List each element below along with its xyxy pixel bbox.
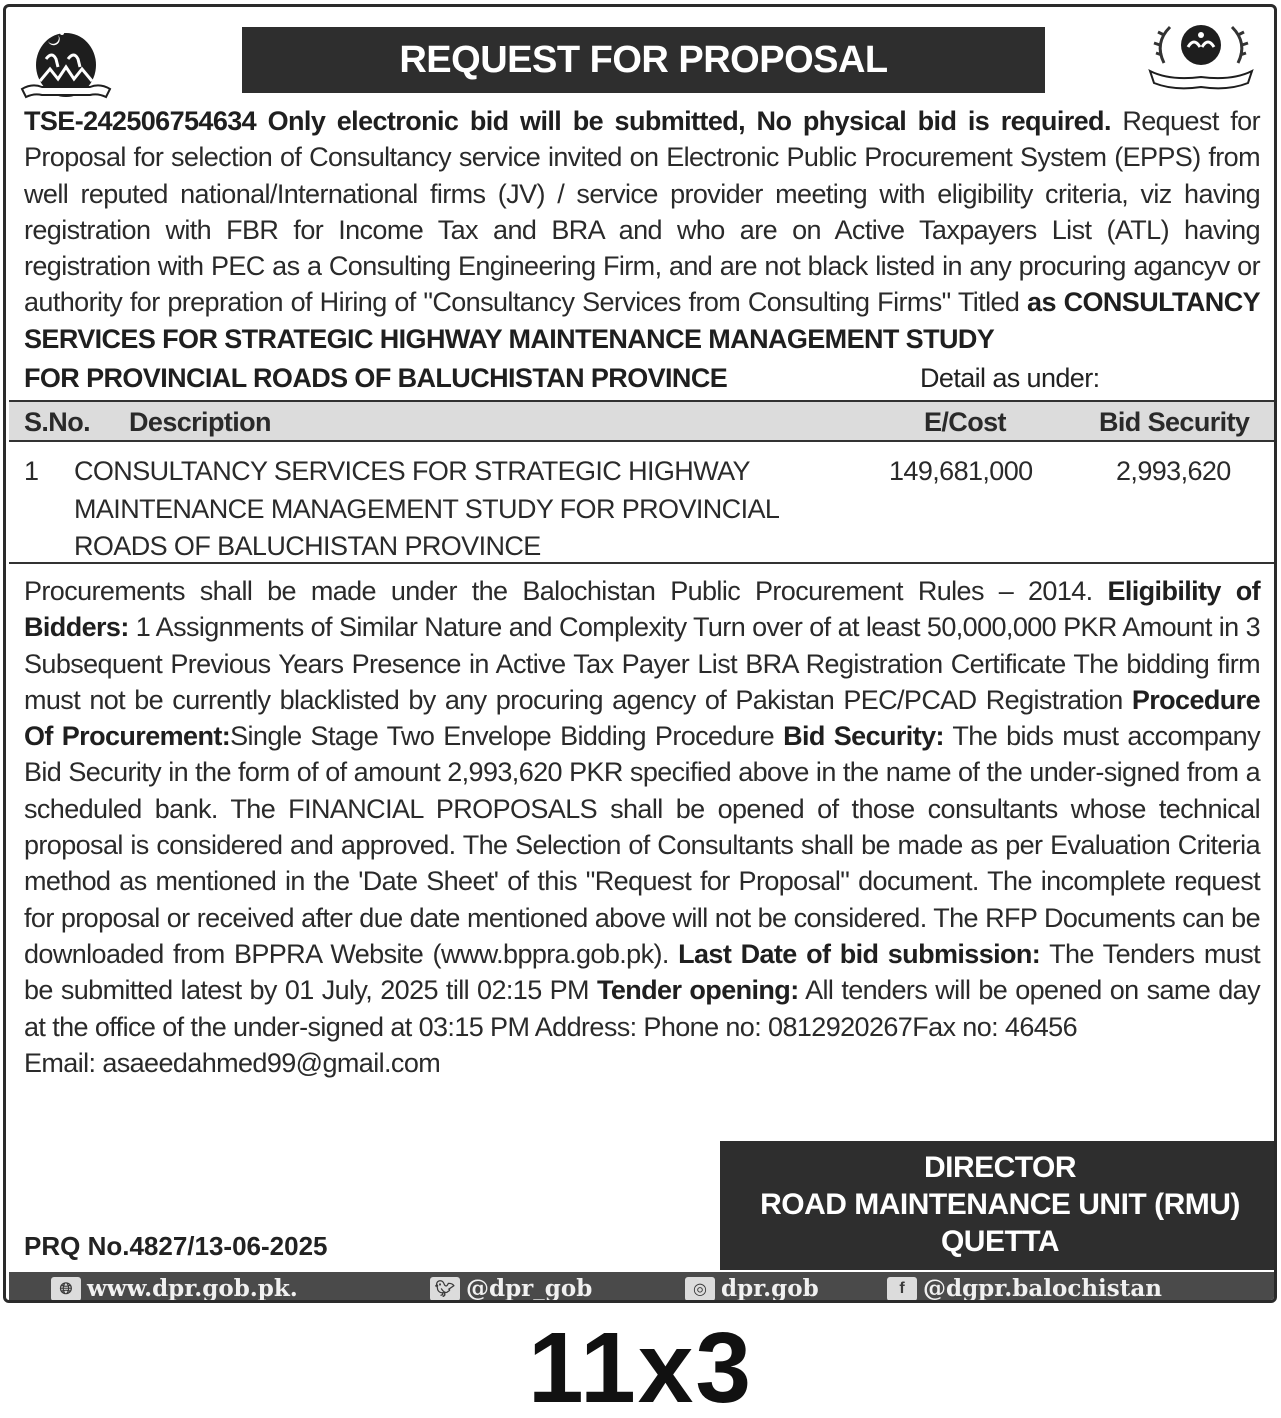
intro-paragraph <box>24 103 1260 357</box>
twitter-handle: @dpr_gob <box>466 1275 593 1302</box>
advertisement-frame <box>3 4 1277 1303</box>
facebook-handle: @dgpr.balochistan <box>923 1275 1162 1302</box>
page-title: REQUEST FOR PROPOSAL <box>242 27 1045 93</box>
footer-twitter[interactable] <box>430 1272 592 1303</box>
footer-social-bar <box>9 1272 1277 1303</box>
signature-city: QUETTA <box>940 1225 1060 1258</box>
instagram-icon: ◎ <box>685 1277 715 1301</box>
signature-unit: ROAD MAINTENANCE UNIT (RMU) <box>760 1188 1240 1221</box>
last-date-heading: Last Date of bid submission: <box>678 938 1041 969</box>
row-description: CONSULTANCY SERVICES FOR STRATEGIC HIGHWAY MAINTENANCE MANAGEMENT STUDY FOR PROVINCIAL ROADS OF BALUCHISTAN PROVINCE <box>74 456 779 561</box>
detail-label: Detail as under: <box>920 363 1100 393</box>
bid-security-text: The bids must accompany Bid Security in the form of of amount 2,993,620 PKR specified above in the name of the under-signed from a scheduled bank. The FINANCIAL PROPOSALS shall be opened of those consultants whose technical proposal is considered and approved. The Selection of Consultants shall be made as per Evaluation Criteria method as mentioned in the 'Date Sheet' of this "Request for Proposal" document. The incomplete request for proposal or received after due date mentioned above will not be considered. The RFP Documents can be downloaded from BPPRA Website (www.bppra.gob.pk). <box>24 721 1260 969</box>
last-date-text: The Tenders must be submitted latest by 01 July, 2025 till 02:15 PM <box>24 938 1260 1006</box>
footer-facebook[interactable] <box>887 1272 1162 1303</box>
government-emblem-right-icon <box>1144 19 1258 91</box>
details-paragraph <box>24 573 1260 1081</box>
tender-reference: TSE-242506754634 Only electronic bid will be submitted, No physical bid is required. <box>24 106 1111 136</box>
column-header-cost: E/Cost <box>924 407 1006 437</box>
intro-body: Request for Proposal for selection of Consultancy service invited on Electronic Public Procurement System (EPPS) from well reputed national/International firms (JV) / service provider meeting with eligibility criteria, viz having registration with FBR for Income Tax and BRA and who are on Active Taxpayers List (ATL) having registration with PEC as a Consulting Engineering Firm, and are not black listed in any procuring agancyv or authority for prepration of Hiring of "Consultancy Services from Consulting Firms" Titled <box>24 106 1260 318</box>
table-divider <box>9 562 1277 564</box>
contact-email: Email: asaeedahmed99@gmail.com <box>24 1047 441 1078</box>
row-cost: 149,681,000 <box>889 456 1033 486</box>
twitter-icon: 🐦︎ <box>430 1277 460 1301</box>
project-title: as CONSULTANCY SERVICES FOR STRATEGIC HIGHWAY MAINTENANCE MANAGEMENT STUDY <box>24 287 1260 354</box>
tender-opening-heading: Tender opening: <box>596 975 799 1006</box>
table-header <box>9 400 1277 442</box>
project-title-line <box>24 360 1260 396</box>
row-sno: 1 <box>24 456 39 486</box>
procedure-heading: Procedure Of Procurement: <box>24 684 1260 752</box>
column-header-bid-security: Bid Security <box>1099 407 1250 437</box>
website-text: www.dpr.gob.pk. <box>87 1275 298 1302</box>
column-header-sno: S.No. <box>24 407 91 437</box>
facebook-icon: f <box>887 1277 917 1301</box>
column-header-description: Description <box>129 407 271 437</box>
row-bid-security: 2,993,620 <box>1116 456 1231 486</box>
globe-icon: 🌐︎ <box>51 1277 81 1301</box>
footer-instagram[interactable] <box>685 1272 819 1303</box>
footer-website[interactable] <box>51 1272 298 1303</box>
procedure-text: Single Stage Two Envelope Bidding Procedure <box>230 721 784 752</box>
signature-block <box>720 1141 1277 1270</box>
bid-security-heading: Bid Security: <box>783 721 944 752</box>
tender-opening-text: All tenders will be opened on same day at the office of the under-signed at 03:15 PM Address: Phone no: 0812920267Fax no: 46456 <box>24 975 1260 1042</box>
project-title-continued: FOR PROVINCIAL ROADS OF BALUCHISTAN PROVINCE <box>24 363 728 393</box>
instagram-handle: dpr.gob <box>721 1275 819 1302</box>
government-emblem-left-icon <box>18 19 114 105</box>
prq-number: PRQ No.4827/13-06-2025 <box>24 1231 328 1261</box>
eligibility-text: 1 Assignments of Similar Nature and Complexity Turn over of at least 50,000,000 PKR Amount in 3 Subsequent Previous Years Presence in Active Tax Payer List BRA Registration Certificate The bidding firm must not be currently blacklisted by any procuring agency of Pakistan PEC/PCAD Registration <box>24 612 1260 715</box>
signature-title: DIRECTOR <box>923 1151 1077 1184</box>
eligibility-heading: Eligibility of Bidders: <box>24 576 1260 643</box>
procurement-rules-text: Procurements shall be made under the Balochistan Public Procurement Rules – 2014. <box>24 576 1108 606</box>
ad-size-label: 11x3 <box>528 1312 753 1418</box>
table-row <box>9 447 1277 561</box>
